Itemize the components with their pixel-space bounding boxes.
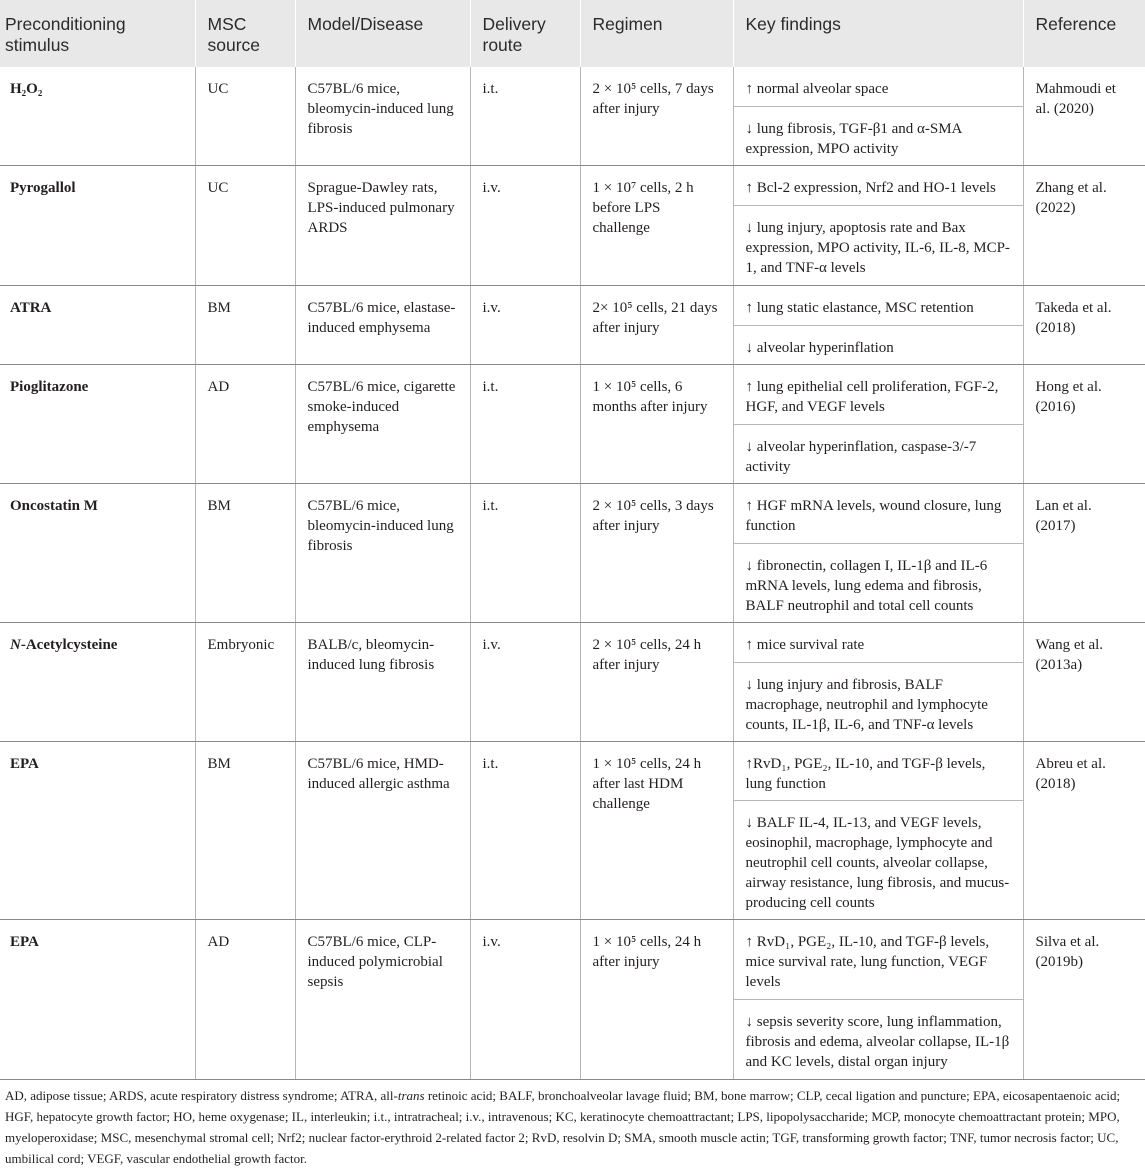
cell-model: C57BL/6 mice, bleomycin-induced lung fibrosis	[295, 67, 470, 166]
cell-findings	[733, 365, 1023, 484]
finding-decrease: ↓ fibronectin, collagen I, IL-1β and IL-6 mRNA levels, lung edema and fibrosis, BALF neutrophil and total cell counts	[745, 558, 988, 614]
cell-stimulus: EPA	[0, 920, 195, 1080]
table-header	[0, 0, 1145, 67]
table-row	[0, 742, 1145, 920]
cell-regimen: 1 × 10⁷ cells, 2 h before LPS challenge	[580, 166, 733, 286]
cell-source: BM	[195, 742, 295, 920]
finding-increase: ↑ mice survival rate	[734, 623, 1023, 663]
cell-source: Embryonic	[195, 623, 295, 742]
cell-stimulus: Pyrogallol	[0, 166, 195, 286]
cell-model: C57BL/6 mice, cigarette smoke-induced emphysema	[295, 365, 470, 484]
cell-source: AD	[195, 920, 295, 1080]
finding-increase: ↑ RvD₁, PGE₂, IL-10, and TGF-β levels, mice survival rate, lung function, VEGF levels	[734, 920, 1023, 1000]
stimulus-italic-prefix: N	[10, 637, 21, 653]
header-model: Model/Disease	[295, 0, 470, 67]
finding-increase: ↑ lung epithelial cell proliferation, FGF-2, HGF, and VEGF levels	[734, 365, 1023, 425]
cell-reference: Zhang et al. (2022)	[1023, 166, 1145, 286]
cell-reference: Mahmoudi et al. (2020)	[1023, 67, 1145, 166]
cell-findings	[733, 484, 1023, 623]
cell-model: C57BL/6 mice, elastase-induced emphysema	[295, 286, 470, 365]
finding-decrease: ↓ sepsis severity score, lung inflammation, fibrosis and edema, alveolar collapse, IL-1β and KC levels, distal organ injury	[745, 1014, 1010, 1070]
cell-findings	[733, 166, 1023, 286]
table-row	[0, 623, 1145, 742]
cell-regimen: 1 × 10⁵ cells, 24 h after last HDM challenge	[580, 742, 733, 920]
cell-regimen: 1 × 10⁵ cells, 6 months after injury	[580, 365, 733, 484]
cell-route: i.v.	[470, 286, 580, 365]
cell-stimulus: H₂O₂	[0, 67, 195, 166]
header-reference: Reference	[1023, 0, 1145, 67]
finding-increase: ↑ Bcl-2 expression, Nrf2 and HO-1 levels	[734, 166, 1023, 206]
cell-route: i.v.	[470, 920, 580, 1080]
table-row	[0, 166, 1145, 286]
finding-increase: ↑RvD₁, PGE₂, IL-10, and TGF-β levels, lung function	[734, 742, 1023, 801]
cell-route: i.t.	[470, 67, 580, 166]
cell-stimulus: EPA	[0, 742, 195, 920]
cell-regimen: 2× 10⁵ cells, 21 days after injury	[580, 286, 733, 365]
finding-increase: ↑ normal alveolar space	[734, 67, 1023, 107]
cell-stimulus: Oncostatin M	[0, 484, 195, 623]
cell-route: i.v.	[470, 166, 580, 286]
cell-stimulus: ATRA	[0, 286, 195, 365]
table-row	[0, 920, 1145, 1080]
stimulus-rest: -Acetylcysteine	[20, 637, 118, 653]
cell-reference: Hong et al. (2016)	[1023, 365, 1145, 484]
header-regimen: Regimen	[580, 0, 733, 67]
cell-model: C57BL/6 mice, CLP-induced polymicrobial sepsis	[295, 920, 470, 1080]
cell-regimen: 1 × 10⁵ cells, 24 h after injury	[580, 920, 733, 1080]
table-footnote	[5, 1085, 1140, 1169]
finding-decrease: ↓ lung injury, apoptosis rate and Bax expression, MPO activity, IL-6, IL-8, MCP-1, and TNF-α levels	[745, 220, 1010, 276]
cell-regimen: 2 × 10⁵ cells, 7 days after injury	[580, 67, 733, 166]
header-route: Delivery route	[470, 0, 580, 67]
cell-reference: Takeda et al. (2018)	[1023, 286, 1145, 365]
table-row	[0, 484, 1145, 623]
cell-source: AD	[195, 365, 295, 484]
cell-model: C57BL/6 mice, bleomycin-induced lung fibrosis	[295, 484, 470, 623]
cell-model: BALB/c, bleomycin-induced lung fibrosis	[295, 623, 470, 742]
cell-findings	[733, 286, 1023, 365]
cell-stimulus	[0, 623, 195, 742]
finding-decrease: ↓ BALF IL-4, IL-13, and VEGF levels, eosinophil, macrophage, lymphocyte and neutrophil cell counts, alveolar collapse, airway resistance, lung fibrosis, and mucus-producing cell counts	[745, 815, 1010, 911]
cell-reference: Silva et al. (2019b)	[1023, 920, 1145, 1080]
header-stimulus: Preconditioning stimulus	[0, 0, 195, 67]
header-row	[0, 0, 1145, 67]
header-findings: Key findings	[733, 0, 1023, 67]
cell-source: UC	[195, 166, 295, 286]
footnote-part1: AD, adipose tissue; ARDS, acute respiratory distress syndrome; ATRA, all-	[5, 1088, 398, 1103]
cell-findings	[733, 920, 1023, 1080]
cell-regimen: 2 × 10⁵ cells, 3 days after injury	[580, 484, 733, 623]
cell-model: C57BL/6 mice, HMD-induced allergic asthma	[295, 742, 470, 920]
table-row	[0, 67, 1145, 166]
cell-stimulus: Pioglitazone	[0, 365, 195, 484]
cell-route: i.t.	[470, 365, 580, 484]
cell-source: BM	[195, 484, 295, 623]
cell-reference: Lan et al. (2017)	[1023, 484, 1145, 623]
finding-decrease: ↓ lung fibrosis, TGF-β1 and α-SMA expression, MPO activity	[745, 121, 962, 157]
finding-decrease: ↓ alveolar hyperinflation, caspase-3/-7 activity	[745, 439, 977, 475]
cell-source: BM	[195, 286, 295, 365]
finding-decrease: ↓ lung injury and fibrosis, BALF macrophage, neutrophil and lymphocyte counts, IL-1β, IL-6, and TNF-α levels	[745, 677, 988, 733]
footnote-italic: trans	[397, 1088, 425, 1103]
cell-source: UC	[195, 67, 295, 166]
table-row	[0, 286, 1145, 365]
cell-findings	[733, 742, 1023, 920]
header-source: MSC source	[195, 0, 295, 67]
cell-route: i.v.	[470, 623, 580, 742]
finding-increase: ↑ lung static elastance, MSC retention	[734, 286, 1023, 326]
cell-reference: Wang et al. (2013a)	[1023, 623, 1145, 742]
table-body	[0, 67, 1145, 1080]
cell-reference: Abreu et al. (2018)	[1023, 742, 1145, 920]
cell-route: i.t.	[470, 742, 580, 920]
cell-findings	[733, 67, 1023, 166]
cell-findings	[733, 623, 1023, 742]
finding-increase: ↑ HGF mRNA levels, wound closure, lung function	[734, 484, 1023, 544]
cell-regimen: 2 × 10⁵ cells, 24 h after injury	[580, 623, 733, 742]
footnote-part2: retinoic acid; BALF, bronchoalveolar lavage fluid; BM, bone marrow; CLP, cecal ligation and puncture; EPA, eicosapentaenoic acid; HGF, hepatocyte growth factor; HO, heme oxygenase; IL, interleukin; i.t., intratracheal; i.v., intravenous; KC, keratinocyte chemoattractant; LPS, lipopolysaccharide; MCP, monocyte chemoattractant protein; MPO, myeloperoxidase; MSC, mesenchymal stromal cell; Nrf2; nuclear factor-erythroid 2-related factor 2; RvD, resolvin D; SMA, smooth muscle actin; TGF, transforming growth factor; TNF, tumor necrosis factor; UC, umbilical cord; VEGF, vascular endothelial growth factor.	[5, 1088, 1121, 1166]
cell-model: Sprague-Dawley rats, LPS-induced pulmonary ARDS	[295, 166, 470, 286]
cell-route: i.t.	[470, 484, 580, 623]
table-row	[0, 365, 1145, 484]
finding-decrease: ↓ alveolar hyperinflation	[745, 340, 894, 356]
